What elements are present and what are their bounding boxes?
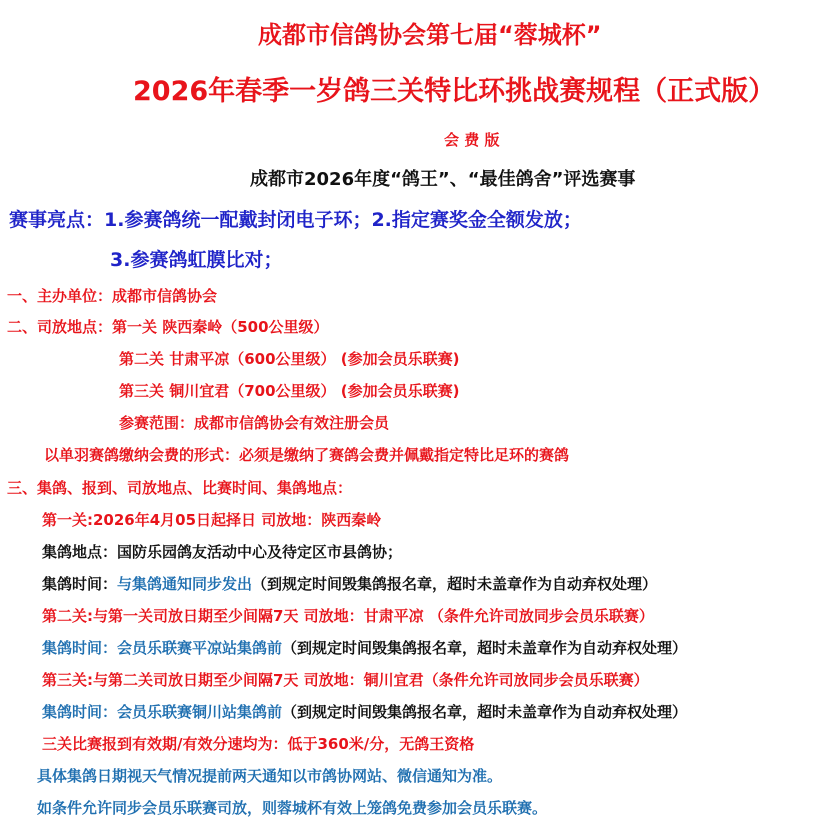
stage-2-heading: 第二关:与第一关司放日期至少间隔7天 司放地：甘肃平凉 （条件允许司放同步会员乐联赛） [42,607,654,625]
stage-2-time-value: 集鸽时间：会员乐联赛平凉站集鸽前 [42,639,283,657]
stage-1-time-note: （到规定时间毁集鸽报名章，超时未盖章作为自动弃权处理） [252,575,658,593]
stage-3-heading: 第三关:与第二关司放日期至少间隔7天 司放地：铜川宜君（条件允许司放同步会员乐联赛） [42,671,649,689]
stage-3-time-value: 集鸽时间：会员乐联赛铜川站集鸽前 [42,703,283,721]
release-site-stage-3: 第三关 铜川宜君（700公里级） (参加会员乐联赛) [119,382,460,400]
edition-label: 会 费 版 [444,131,500,149]
stage-1-collection-place: 集鸽地点：国防乐园鸽友活动中心及待定区市县鸽协； [42,543,403,561]
document-title-line-2: 2026年春季一岁鸽三关特比环挑战赛规程（正式版） [133,76,776,107]
release-sites-line-1 [7,320,329,335]
validity-note: 三关比赛报到有效期/有效分速均为：低于360米/分，无鸽王资格 [42,735,475,753]
stage-1-heading: 第一关:2026年4月05日起择日 司放地：陕西秦岭 [42,511,382,529]
stage-3-time-note: （到规定时间毁集鸽报名章，超时未盖章作为自动弃权处理） [282,703,688,721]
stage-2-collection-time [42,641,687,656]
section-3-heading: 三、集鸽、报到、司放地点、比赛时间、集鸽地点： [7,479,353,497]
sync-notice: 如条件允许同步会员乐联赛司放，则蓉城杯有效上笼鸽免费参加会员乐联赛。 [37,799,548,817]
stage-2-time-note: （到规定时间毁集鸽报名章，超时未盖章作为自动弃权处理） [282,639,688,657]
release-site-stage-2: 第二关 甘肃平凉（600公里级） (参加会员乐联赛) [119,350,460,368]
highlights-line-1: 赛事亮点：1.参赛鸽统一配戴封闭电子环；2.指定赛奖金全额发放； [9,209,582,231]
stage-1-collection-time [42,577,657,592]
participation-scope: 参赛范围：成都市信鸽协会有效注册会员 [119,414,390,432]
stage-1-time-label: 集鸽时间： [42,575,118,593]
event-subtitle: 成都市2026年度“鸽王”、“最佳鸽舍”评选赛事 [250,169,636,190]
document-title-line-1: 成都市信鸽协会第七届“蓉城杯” [258,21,602,49]
stage-3-collection-time [42,705,687,720]
stage-1-time-value: 与集鸽通知同步发出 [117,575,253,593]
fee-form-line: 以单羽赛鸽缴纳会费的形式：必须是缴纳了赛鸽会费并佩戴指定特比足环的赛鸽 [44,446,570,464]
organizer-line: 一、主办单位：成都市信鸽协会 [7,287,218,305]
release-site-stage-1: 第一关 陕西秦岭（500公里级） [112,318,329,336]
highlights-line-2: 3.参赛鸽虹膜比对； [110,249,283,271]
release-sites-label: 二、司放地点： [7,318,113,336]
date-notice: 具体集鸽日期视天气情况提前两天通知以市鸽协网站、微信通知为准。 [37,767,503,785]
